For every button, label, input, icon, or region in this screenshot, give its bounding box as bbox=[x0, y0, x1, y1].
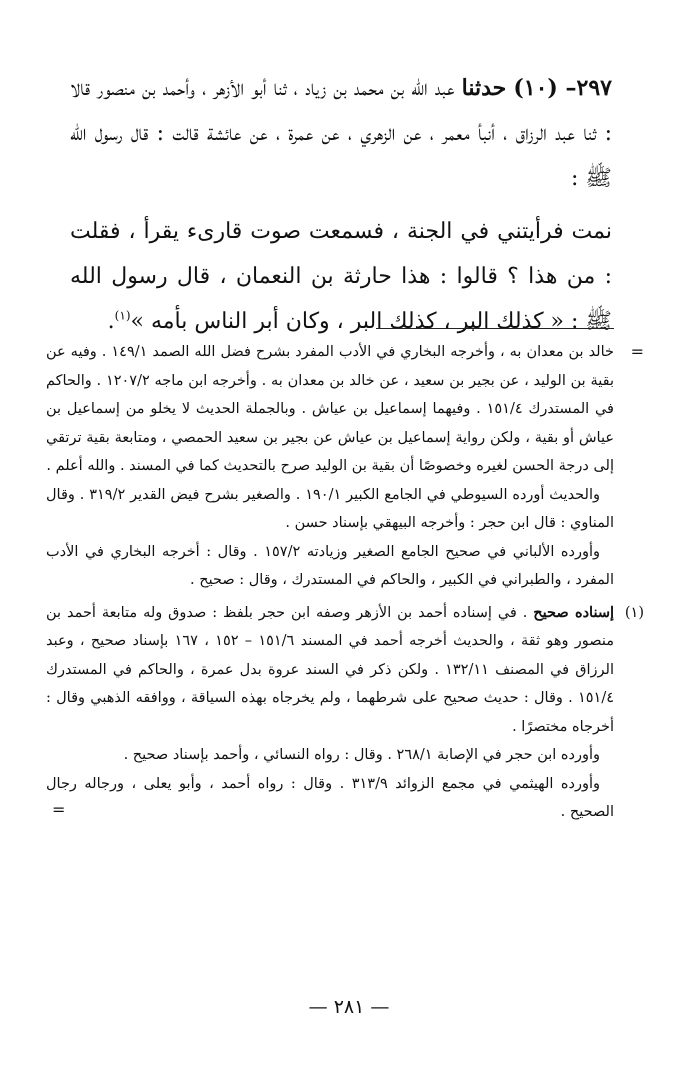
continued-footnote bbox=[46, 338, 644, 595]
footnote-paragraph: خالد بن معدان به ، وأخرجه البخاري في الأدب المفرد بشرح فضل الله الصمد ١٤٩/١ . وفيه عن بقية بن الوليد ، عن بجير بن سعيد ، عن خالد بن معدان به . وأخرجه ابن ماجه ١٢٠٧/٢ . والحاكم في المستدرك ١٥١/٤ . وفيهما إسماعيل بن عياش . وبالجملة الحديث لا يخلو من إسماعيل بن عياش أو بقية ، ولكن رواية إسماعيل بن عياش عن بجير بن سعيد الحمصي ، ومتابعة بقية ترتقي إلى درجة الحسن لغيره وخصوصًا أن بقية بن الوليد صرح بالتحديث كما في المسند . والله أعلم . bbox=[46, 344, 615, 474]
footnote-paragraph: وأورده الألباني في صحيح الجامع الصغير وزيادته ١٥٧/٢ . وقال : أخرجه البخاري في الأدب المفرد ، والطبراني في الكبير ، والحاكم في المستدرك ، وقال : صحيح . bbox=[46, 543, 614, 588]
continuation-marker: = bbox=[630, 342, 644, 361]
footnote-1-marker: (١) bbox=[624, 604, 644, 621]
hadith-number: ٢٩٧ bbox=[576, 75, 612, 101]
haddathana-word: حدثنا bbox=[461, 75, 507, 101]
hadith-matn-paragraph: نمت فرأيتني في الجنة ، فسمعت صوت قارىء يقرأ ، فقلت : من هذا ؟ قالوا : هذا حارثة بن النعمان ، قال رسول الله ﷺ : « كذلك البر ، كذلك البر ، وكان أبر الناس بأمه »$^{(١)}$. bbox=[70, 219, 612, 334]
hadith-isnad: عبد الله بن محمد بن زياد ، ثنا أبو الأزهر ، وأحمد بن منصور قالا : ثنا عبد الرزاق ، أنبأ معمر ، عن الزهري ، عن عمرة ، عن عائشة قالت : قال رسول الله ﷺ : bbox=[70, 76, 612, 191]
footnote-paragraph bbox=[46, 599, 614, 742]
footnote-1-text: . في إسناده أحمد بن الأزهر وصفه ابن حجر بلفظ : صدوق وله متابعة أحمد بن منصور وهو ثقة ، والحديث أخرجه أحمد في المسند ١٥١/٦ – ١٥٢ ، ١٦٧ بإسناد صحيح ، وعبد الرزاق في المصنف ١٣٢/١١ . ولكن ذكر في السند عروة بدل عمرة ، والحاكم في المستدرك ١٥١/٤ . وقال : حديث صحيح على شرطهما ، ولم يخرجاه بهذه السياقة ، ووافقه الذهبي وقال : أخرجاه مختصرًا . bbox=[46, 604, 614, 735]
page-number: — ٢٨١ — bbox=[308, 996, 390, 1018]
hadith-index-marker: – (١٠) bbox=[513, 75, 577, 101]
footnote-separator bbox=[376, 328, 614, 329]
footnote-continuation-marker: = bbox=[52, 800, 66, 819]
footnote-reference: (١) bbox=[114, 308, 131, 323]
footnote-paragraph: والحديث أورده السيوطي في الجامع الكبير ١٩٠/١ . والصغير بشرح فيض القدير ٣١٩/٢ . وقال المناوي : قال ابن حجر : وأخرجه البيهقي بإسناد حسن . bbox=[46, 486, 614, 531]
hadith-isnad-paragraph bbox=[70, 66, 612, 201]
footnotes bbox=[46, 338, 644, 827]
hadith-matn: نمت فرأيتني في الجنة ، فسمعت صوت قارىء يقرأ ، فقلت : من هذا ؟ قالوا : هذا حارثة بن النعمان ، قال رسول الله ﷺ : « كذلك البر ، كذلك البر ، وكان أبر الناس بأمه » bbox=[70, 219, 612, 334]
footnote-1 bbox=[46, 599, 644, 827]
footnote-paragraph: وأورده ابن حجر في الإصابة ٢٦٨/١ . وقال : رواه النسائي ، وأحمد بإسناد صحيح . bbox=[123, 747, 600, 763]
footnote-1-lead: إسناده صحيح bbox=[533, 603, 615, 621]
hadith-text bbox=[70, 66, 612, 344]
footnote-paragraph: وأورده الهيثمي في مجمع الزوائد ٣١٣/٩ . وقال : رواه أحمد ، وأبو يعلى ، ورجاله رجال الصحيح . bbox=[46, 775, 614, 820]
